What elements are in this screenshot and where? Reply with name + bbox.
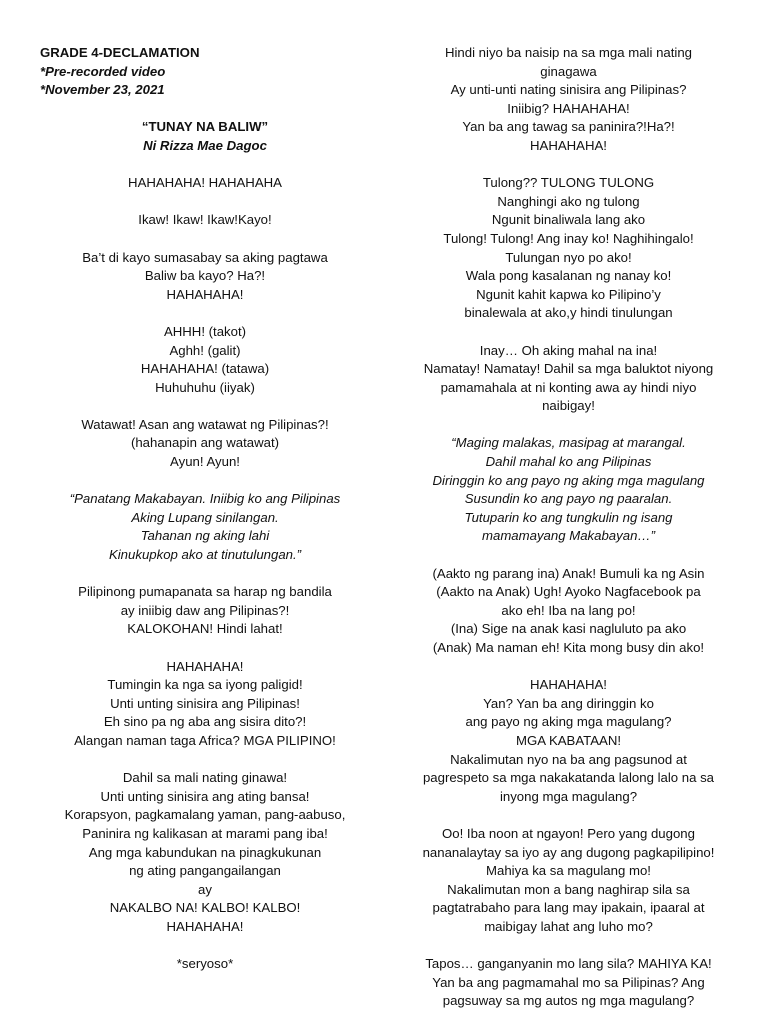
verse-line: ginagawa bbox=[540, 63, 597, 79]
verse-line: pagsuway sa mg autos ng mga magulang? bbox=[442, 993, 695, 1009]
verse-line: pagrespeto sa mga nakakatanda lalong lalo na sa bbox=[422, 770, 715, 786]
stanza bbox=[40, 658, 370, 751]
verse-line: Ang mga kabundukan na pinagkukunan bbox=[88, 844, 322, 860]
stanza bbox=[396, 955, 741, 1011]
verse-line: Diringgin ko ang payo ng aking mga magulang bbox=[432, 472, 705, 488]
left-stanzas bbox=[40, 174, 370, 974]
stanza bbox=[40, 769, 370, 936]
verse-line: Nakalimutan nyo na ba ang pagsunod at bbox=[450, 751, 687, 767]
verse-line: MGA KABATAAN! bbox=[515, 732, 622, 748]
stanza bbox=[396, 342, 741, 416]
verse-line: Yan ba ang pagmamahal mo sa Pilipinas? Ang bbox=[432, 974, 705, 990]
verse-line: inyong mga magulang? bbox=[499, 788, 638, 804]
verse-line: Unti unting sinisira ang Pilipinas! bbox=[110, 695, 300, 711]
verse-line: Yan ba ang tawag sa paninira?!Ha?! bbox=[462, 119, 675, 135]
date-note: *November 23, 2021 bbox=[40, 82, 165, 98]
verse-line: Unti unting sinisira ang ating bansa! bbox=[100, 788, 310, 804]
format-note: *Pre-recorded video bbox=[40, 63, 166, 79]
right-column bbox=[396, 44, 741, 1011]
verse-line: ng ating pangangailangan bbox=[129, 863, 281, 879]
verse-line: HAHAHAHA! bbox=[166, 286, 244, 302]
verse-line: nananalaytay sa iyo ay ang dugong pagkapilipino! bbox=[422, 844, 715, 860]
verse-line: (hahanapin ang watawat) bbox=[130, 435, 280, 451]
verse-line: Dahil sa mali nating ginawa! bbox=[122, 770, 288, 786]
stanza bbox=[40, 490, 370, 564]
verse-line: (Ina) Sige na anak kasi nagluluto pa ako bbox=[450, 621, 687, 637]
verse-line: NAKALBO NA! KALBO! KALBO! bbox=[109, 900, 301, 916]
verse-line: Inay… Oh aking mahal na ina! bbox=[479, 342, 658, 358]
verse-line: HAHAHAHA! bbox=[530, 137, 607, 153]
verse-line: Aghh! (galit) bbox=[169, 342, 241, 358]
verse-line: Yan? Yan ba ang diringgin ko bbox=[483, 695, 654, 711]
stanza bbox=[396, 825, 741, 937]
verse-line: (Aakto ng parang ina) Anak! Bumuli ka ng Asin bbox=[432, 565, 705, 581]
verse-line: maibigay lahat ang luho mo? bbox=[484, 918, 653, 934]
verse-line: Wala pong kasalanan ng nanay ko! bbox=[465, 268, 672, 284]
stanza bbox=[40, 174, 370, 193]
poem-title: “TUNAY NA BALIW” bbox=[141, 119, 269, 135]
verse-line: Tulungan nyo po ako! bbox=[505, 249, 632, 265]
verse-line: Alangan naman taga Africa? MGA PILIPINO! bbox=[74, 732, 336, 748]
verse-line: Tahanan ng aking lahi bbox=[140, 528, 270, 544]
verse-line: pamamahala at ni konting awa ay hindi niyo bbox=[440, 379, 697, 395]
verse-line: HAHAHAHA! bbox=[166, 658, 244, 674]
verse-line: Tulong?? TULONG TULONG bbox=[482, 175, 655, 191]
verse-line: mamamayang Makabayan…” bbox=[482, 528, 655, 544]
verse-line: Watawat! Asan ang watawat ng Pilipinas?! bbox=[81, 416, 329, 432]
verse-line: AHHH! (takot) bbox=[163, 323, 247, 339]
stanza bbox=[396, 676, 741, 806]
verse-line: Ay unti-unti nating sinisira ang Pilipinas? bbox=[450, 82, 687, 98]
verse-line: Ayun! Ayun! bbox=[170, 454, 240, 470]
stanza bbox=[396, 565, 741, 658]
verse-line: Kinukupkop ako at tinutulungan.” bbox=[108, 547, 302, 563]
verse-line: Mahiya ka sa magulang mo! bbox=[486, 863, 651, 879]
verse-line: Hindi niyo ba naisip na sa mga mali nating bbox=[444, 45, 693, 60]
verse-line: Eh sino pa ng aba ang sisira dito?! bbox=[103, 714, 307, 730]
verse-line: Iniibig? HAHAHAHA! bbox=[507, 100, 630, 116]
verse-line: Nakalimutan mon a bang naghirap sila sa bbox=[447, 881, 690, 897]
verse-line: Ngunit kahit kapwa ko Pilipino’y bbox=[476, 286, 661, 302]
verse-line: Ba’t di kayo sumasabay sa aking pagtawa bbox=[82, 249, 328, 265]
verse-line: (Anak) Ma naman eh! Kita mong busy din ako! bbox=[432, 640, 705, 655]
grade-label: GRADE 4-DECLAMATION bbox=[40, 45, 200, 60]
verse-line: ay iniibig daw ang Pilipinas?! bbox=[120, 602, 290, 618]
verse-line: Susundin ko ang payo ng paaralan. bbox=[464, 491, 673, 507]
verse-line: HAHAHAHA! bbox=[166, 918, 244, 934]
stanza bbox=[396, 434, 741, 546]
verse-line: HAHAHAHA! HAHAHAHA bbox=[128, 175, 282, 191]
verse-line: Tulong! Tulong! Ang inay ko! Naghihingalo! bbox=[443, 230, 694, 246]
stanza bbox=[40, 249, 370, 305]
verse-line: *seryoso* bbox=[176, 956, 234, 972]
stanza bbox=[40, 416, 370, 472]
verse-line: naibigay! bbox=[542, 398, 595, 414]
verse-line: Korapsyon, pagkamalang yaman, pang-aabuso, bbox=[64, 807, 346, 823]
left-column bbox=[40, 44, 370, 974]
verse-line: Huhuhuhu (iiyak) bbox=[155, 379, 255, 395]
verse-line: HAHAHAHA! bbox=[530, 677, 607, 693]
verse-line: “Maging malakas, masipag at marangal. bbox=[451, 435, 686, 451]
verse-line: Tapos… ganganyanin mo lang sila? MAHIYA KA! bbox=[425, 956, 712, 972]
verse-line: ang payo ng aking mga magulang? bbox=[465, 714, 672, 730]
poem-author: Ni Rizza Mae Dagoc bbox=[143, 137, 267, 153]
verse-line: Ngunit binaliwala lang ako bbox=[491, 212, 646, 228]
verse-line: Dahil mahal ko ang Pilipinas bbox=[485, 454, 652, 470]
stanza bbox=[396, 44, 741, 156]
document-header bbox=[40, 44, 370, 100]
stanza bbox=[40, 583, 370, 639]
verse-line: Aking Lupang sinilangan. bbox=[131, 509, 279, 525]
verse-line: Oo! Iba noon at ngayon! Pero yang dugong bbox=[442, 825, 695, 841]
verse-line: “Panatang Makabayan. Iniibig ko ang Pilipinas bbox=[69, 491, 341, 507]
stanza bbox=[396, 174, 741, 323]
verse-line: Tumingin ka nga sa iyong paligid! bbox=[107, 677, 303, 693]
verse-line: Namatay! Namatay! Dahil sa mga baluktot niyong bbox=[423, 361, 714, 377]
verse-line: (Aakto na Anak) Ugh! Ayoko Nagfacebook pa bbox=[436, 584, 701, 600]
verse-line: pagtatrabaho para lang may ipakain, ipaaral at bbox=[432, 900, 705, 916]
verse-line: Nanghingi ako ng tulong bbox=[497, 193, 640, 209]
verse-line: Tutuparin ko ang tungkulin ng isang bbox=[464, 509, 673, 525]
verse-line: HAHAHAHA! (tatawa) bbox=[140, 361, 270, 377]
verse-line: binalewala at ako,y hindi tinulungan bbox=[464, 305, 673, 321]
verse-line: Baliw ba kayo? Ha?! bbox=[144, 268, 266, 284]
verse-line: Ikaw! Ikaw! Ikaw!Kayo! bbox=[138, 212, 272, 228]
stanza bbox=[40, 211, 370, 230]
verse-line: Pilipinong pumapanata sa harap ng bandila bbox=[78, 584, 332, 600]
verse-line: KALOKOHAN! Hindi lahat! bbox=[127, 621, 283, 637]
stanza bbox=[40, 323, 370, 397]
poem-title-block bbox=[40, 118, 370, 155]
verse-line: Paninira ng kalikasan at marami pang iba! bbox=[82, 825, 328, 841]
stanza bbox=[40, 955, 370, 974]
verse-line: ako eh! Iba na lang po! bbox=[501, 602, 636, 618]
verse-line: ay bbox=[198, 881, 212, 897]
